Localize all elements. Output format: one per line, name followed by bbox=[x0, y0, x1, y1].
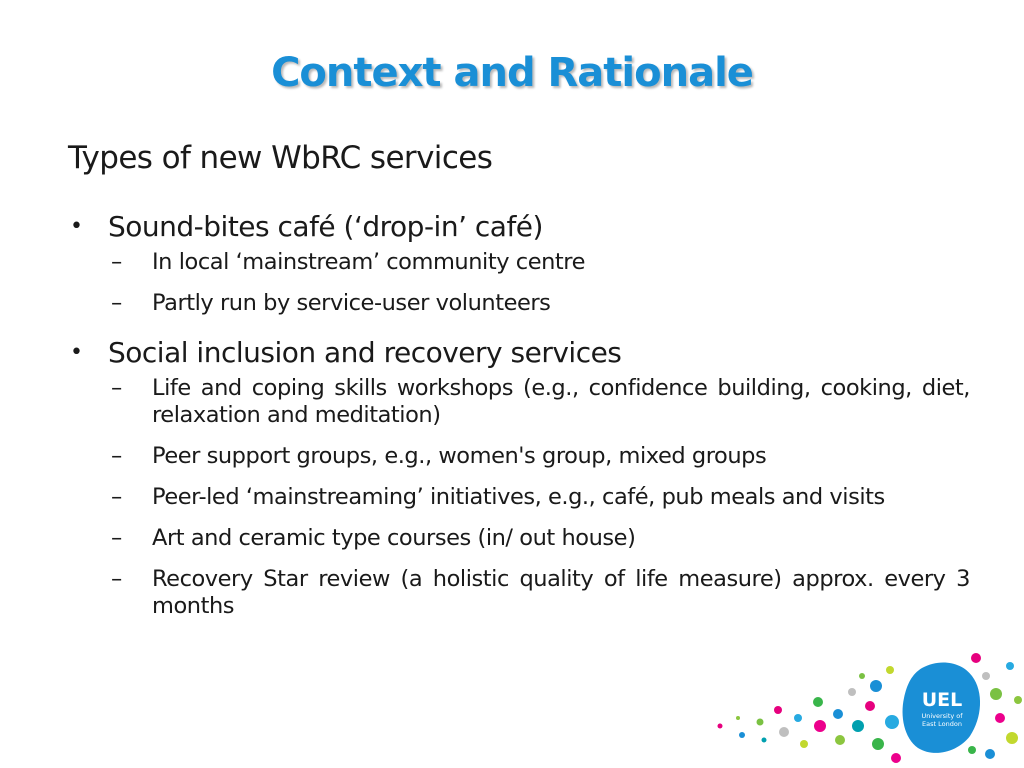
dot bbox=[865, 701, 875, 711]
section-social-inclusion bbox=[68, 331, 970, 620]
dash-icon: – bbox=[111, 443, 122, 469]
dot bbox=[1006, 662, 1014, 670]
sub-bullet-text: Life and coping skills workshops (e.g., confidence building, cooking, diet, relaxation and meditation) bbox=[152, 375, 970, 428]
logo-name: UEL bbox=[921, 689, 963, 711]
dash-icon: – bbox=[111, 525, 122, 551]
dot bbox=[971, 653, 981, 663]
dot bbox=[870, 680, 882, 692]
dot bbox=[968, 746, 976, 754]
sub-bullet-item bbox=[68, 290, 970, 317]
dot bbox=[835, 735, 845, 745]
dash-icon: – bbox=[111, 290, 122, 316]
slide-title: Context and Rationale bbox=[271, 50, 753, 96]
dot bbox=[982, 672, 990, 680]
dot bbox=[1014, 696, 1022, 704]
dot bbox=[1006, 732, 1018, 744]
dot bbox=[736, 716, 740, 720]
bullet-icon: • bbox=[70, 340, 83, 365]
dot bbox=[774, 706, 782, 714]
sub-bullet-text: Peer support groups, e.g., women's group, mixed groups bbox=[152, 443, 767, 469]
dot bbox=[848, 688, 856, 696]
dot bbox=[814, 720, 826, 732]
dot bbox=[757, 719, 764, 726]
sub-bullet-text: Partly run by service-user volunteers bbox=[152, 290, 551, 316]
sub-bullet-text: Peer-led ‘mainstreaming’ initiatives, e.g., café, pub meals and visits bbox=[152, 484, 885, 510]
sub-bullet-text: Art and ceramic type courses (in/ out house) bbox=[152, 525, 636, 551]
logo-line1: University of bbox=[921, 712, 963, 720]
bullet-text: Social inclusion and recovery services bbox=[108, 336, 622, 369]
dot bbox=[872, 738, 884, 750]
dot bbox=[885, 715, 899, 729]
dot bbox=[794, 714, 802, 722]
sub-bullet-item bbox=[68, 525, 970, 552]
slide-subtitle: Types of new WbRC services bbox=[68, 140, 493, 176]
bullet-icon: • bbox=[70, 214, 83, 239]
sub-bullet-item bbox=[68, 249, 970, 276]
dot bbox=[762, 738, 767, 743]
sub-bullet-item bbox=[68, 443, 970, 470]
section-sound-bites bbox=[68, 205, 970, 317]
dot bbox=[833, 709, 843, 719]
sub-bullet-item bbox=[68, 566, 970, 620]
bullet-item bbox=[68, 205, 970, 249]
dash-icon: – bbox=[111, 249, 122, 275]
sub-bullet-text: Recovery Star review (a holistic quality of life measure) approx. every 3 months bbox=[152, 566, 970, 619]
dot bbox=[779, 727, 789, 737]
sub-bullet-item bbox=[68, 484, 970, 511]
bullet-item bbox=[68, 331, 970, 375]
bullet-text: Sound-bites café (‘drop-in’ café) bbox=[108, 210, 543, 243]
logo-line2: East London bbox=[922, 720, 962, 728]
dot bbox=[859, 673, 865, 679]
dot bbox=[886, 666, 894, 674]
dot bbox=[985, 749, 995, 759]
sub-bullet-item bbox=[68, 375, 970, 429]
dot bbox=[800, 740, 808, 748]
dash-icon: – bbox=[111, 484, 122, 510]
bullet-list bbox=[68, 205, 970, 634]
dot bbox=[813, 697, 823, 707]
dot bbox=[852, 720, 864, 732]
dash-icon: – bbox=[111, 566, 122, 592]
dot bbox=[718, 724, 723, 729]
sub-bullet-text: In local ‘mainstream’ community centre bbox=[152, 249, 585, 275]
uel-logo bbox=[700, 640, 1024, 768]
dot bbox=[739, 732, 745, 738]
dot bbox=[995, 713, 1005, 723]
dot bbox=[891, 753, 901, 763]
dash-icon: – bbox=[111, 375, 122, 401]
dot bbox=[990, 688, 1002, 700]
